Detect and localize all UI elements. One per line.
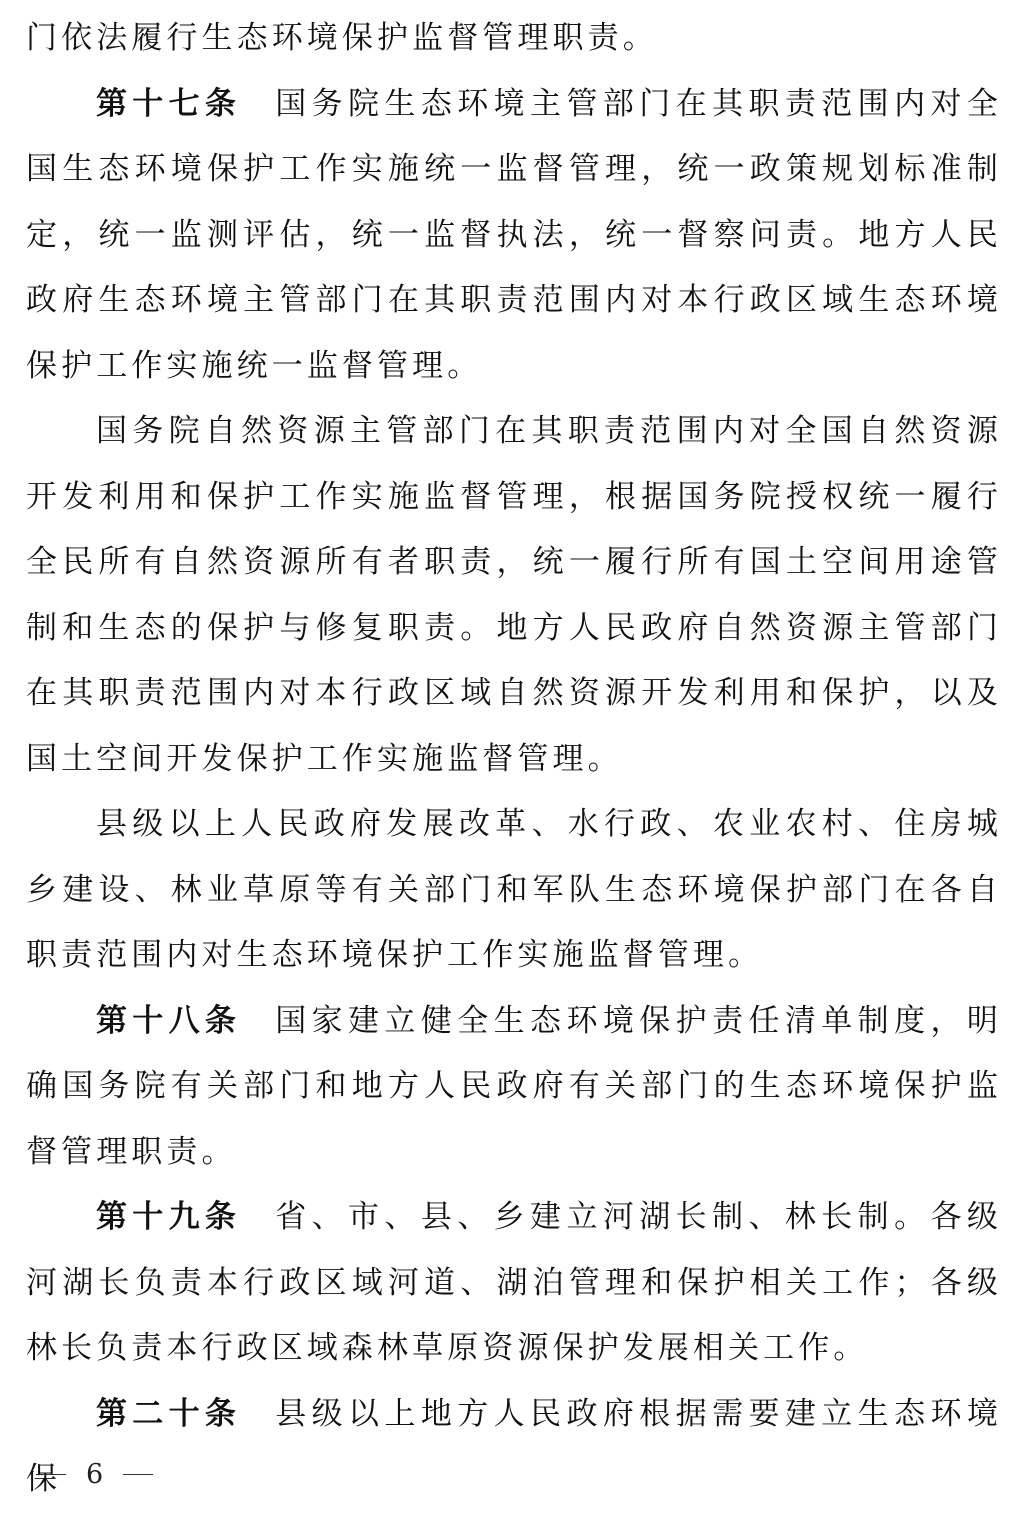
article-20 bbox=[26, 1382, 1002, 1513]
article-heading: 第十七条 bbox=[96, 85, 242, 122]
article-19 bbox=[26, 1185, 1002, 1382]
article-heading: 第二十条 bbox=[96, 1395, 242, 1432]
article-heading: 第十八条 bbox=[96, 1002, 242, 1039]
paragraph-text: 国务院自然资源主管部门在其职责范围内对全国自然资源开发利用和保护工作实施监督管理，根据国务院授权统一履行全民所有自然资源所有者职责，统一履行所有国土空间用途管制和生态的保护与修复职责。地方人民政府自然资源主管部门在其职责范围内对本行政区域自然资源开发利用和保护，以及国土空间开发保护工作实施监督管理。 bbox=[26, 413, 1002, 777]
paragraph-continuation bbox=[26, 6, 1002, 72]
paragraph-text: 门依法履行生态环境保护监督管理职责。 bbox=[26, 20, 658, 56]
page-footer bbox=[36, 1454, 153, 1494]
article-text: 县级以上地方人民政府根据需要建立生态环境保 bbox=[26, 1395, 1002, 1497]
article-text: 国务院生态环境主管部门在其职责范围内对全国生态环境保护工作实施统一监督管理，统一政策规划标准制定，统一监测评估，统一监督执法，统一督察问责。地方人民政府生态环境主管部门在其职责范围内对本行政区域生态环境保护工作实施统一监督管理。 bbox=[26, 85, 1002, 384]
article-17-para-2 bbox=[26, 399, 1002, 792]
article-heading: 第十九条 bbox=[96, 1199, 242, 1235]
article-text: 省、市、县、乡建立河湖长制、林长制。各级河湖长负责本行政区域河道、湖泊管理和保护相关工作；各级林长负责本行政区域森林草原资源保护发展相关工作。 bbox=[26, 1199, 1002, 1366]
article-text: 国家建立健全生态环境保护责任清单制度，明确国务院有关部门和地方人民政府有关部门的生态环境保护监督管理职责。 bbox=[26, 1002, 1002, 1170]
article-17 bbox=[26, 72, 1002, 400]
page-number: 6 bbox=[86, 1458, 104, 1490]
article-17-para-3 bbox=[26, 792, 1002, 989]
document-body bbox=[26, 6, 1002, 1513]
footer-dash-left bbox=[36, 1474, 66, 1475]
paragraph-text: 县级以上人民政府发展改革、水行政、农业农村、住房城乡建设、林业草原等有关部门和军队生态环境保护部门在各自职责范围内对生态环境保护工作实施监督管理。 bbox=[26, 806, 1002, 973]
article-18 bbox=[26, 989, 1002, 1186]
footer-dash-right bbox=[123, 1474, 153, 1475]
